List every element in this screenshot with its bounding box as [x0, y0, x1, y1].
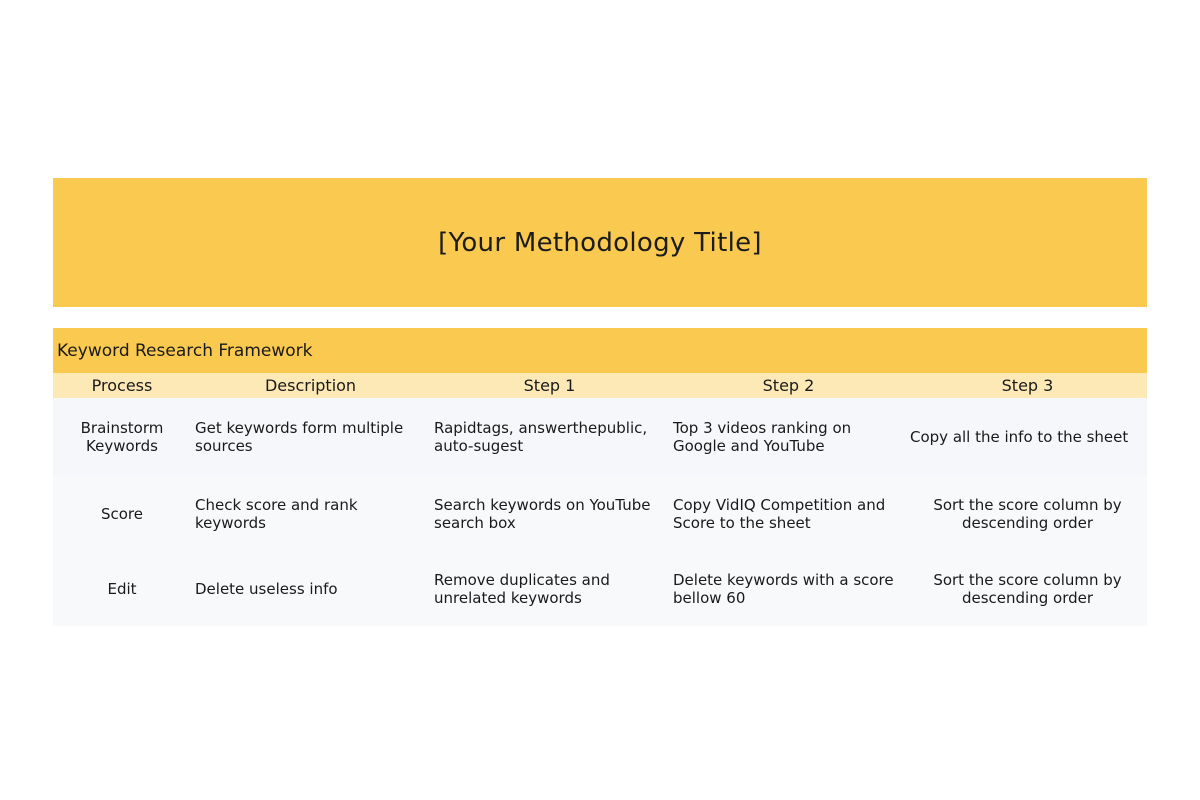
column-header-step2: Step 2	[762, 376, 815, 395]
framework-heading: Keyword Research Framework	[53, 328, 1147, 373]
step3-cell: Sort the score column by descending order	[933, 570, 1122, 607]
step2-cell: Delete keywords with a score bellow 60	[673, 570, 894, 607]
description-cell: Get keywords form multiple sources	[195, 419, 404, 455]
page-title: [Your Methodology Title]	[438, 227, 762, 258]
table-row	[53, 398, 1147, 476]
process-cell: Score	[100, 504, 143, 523]
step2-cell: Copy VidIQ Competition and Score to the sheet	[673, 495, 886, 532]
framework-table	[53, 373, 1147, 626]
column-header-process: Process	[91, 376, 153, 395]
step2-cell: Top 3 videos ranking on Google and YouTube	[673, 419, 852, 455]
process-cell: Brainstorm Keywords	[80, 419, 164, 455]
column-header-description: Description	[264, 376, 357, 395]
title-banner	[53, 178, 1147, 307]
description-cell: Delete useless info	[195, 579, 338, 598]
step1-cell: Rapidtags, answerthepublic, auto-sugest	[434, 419, 648, 455]
step3-cell: Copy all the info to the sheet	[910, 428, 1129, 446]
table-row	[53, 551, 1147, 626]
step1-cell: Search keywords on YouTube search box	[434, 495, 651, 532]
step3-cell: Sort the score column by descending order	[933, 495, 1122, 532]
column-header-step3: Step 3	[1001, 376, 1054, 395]
column-header-step1: Step 1	[523, 376, 576, 395]
table-row	[53, 476, 1147, 551]
description-cell: Check score and rank keywords	[195, 495, 358, 532]
step1-cell: Remove duplicates and unrelated keywords	[434, 570, 610, 607]
table-header-row	[53, 373, 1147, 398]
framework-table-section	[53, 328, 1147, 626]
process-cell: Edit	[107, 579, 137, 598]
